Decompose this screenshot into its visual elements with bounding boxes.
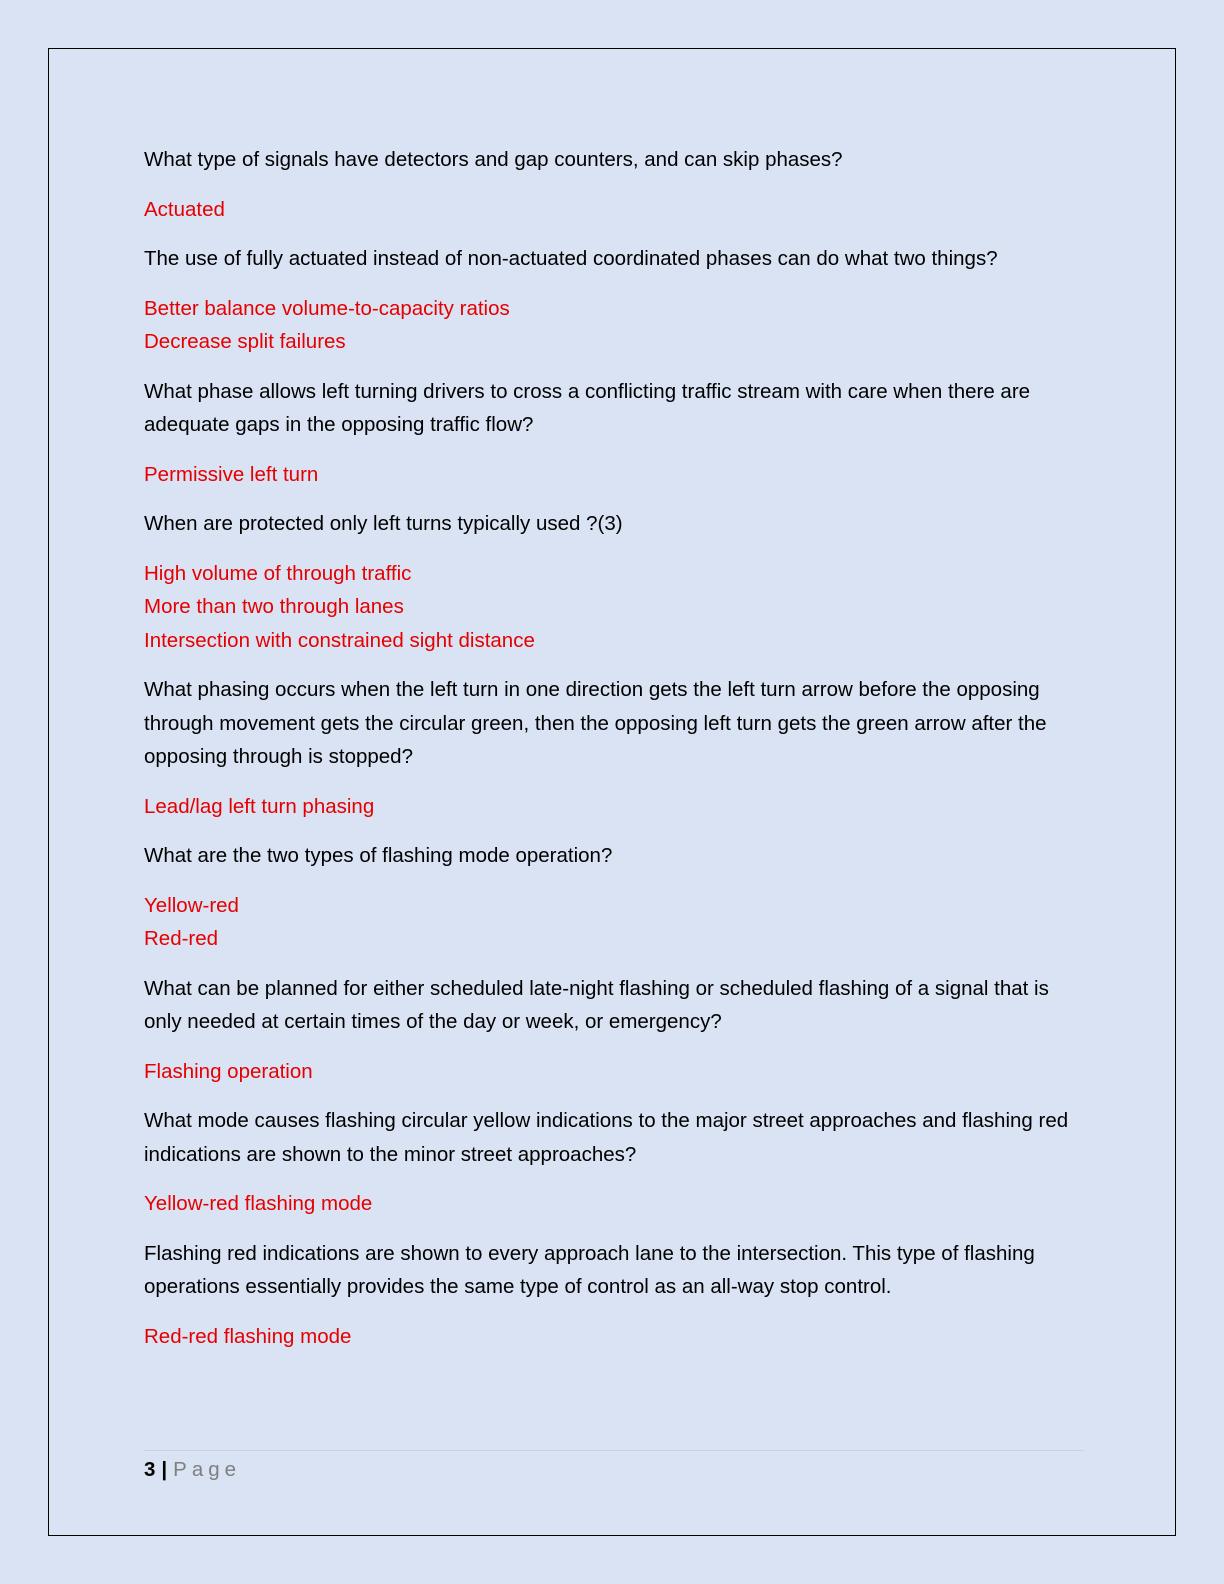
footer-divider bbox=[144, 1450, 1084, 1451]
answer-text: Permissive left turn bbox=[144, 462, 319, 486]
question-text: Flashing red indications are shown to every approach lane to the intersection. This type of flashing operations essentially provides the same type of control as an all-way stop control. bbox=[144, 1241, 1035, 1298]
answer-text: Flashing operation bbox=[144, 1059, 313, 1083]
footer-separator: | bbox=[161, 1458, 168, 1481]
answer-block bbox=[144, 1055, 1084, 1089]
answer-text: Better balance volume-to-capacity ratios bbox=[144, 296, 510, 320]
answer-block bbox=[144, 458, 1084, 492]
question-text: When are protected only left turns typically used ?(3) bbox=[144, 512, 623, 535]
answer-text: Yellow-red flashing mode bbox=[144, 1192, 373, 1215]
page-number: 3 bbox=[144, 1458, 156, 1481]
answer-text: Actuated bbox=[144, 197, 225, 221]
answer-block bbox=[144, 1187, 1084, 1221]
answer-text: Lead/lag left turn phasing bbox=[144, 794, 375, 818]
document-body bbox=[144, 143, 1084, 1369]
page-footer bbox=[144, 1456, 241, 1484]
answer-block bbox=[144, 193, 1084, 227]
answer-block bbox=[144, 557, 1084, 658]
answer-block bbox=[144, 790, 1084, 824]
answer-text: Red-red flashing mode bbox=[144, 1324, 352, 1348]
answer-text: Red-red bbox=[144, 927, 219, 950]
answer-block bbox=[144, 1320, 1084, 1354]
question-text: What phasing occurs when the left turn in one direction gets the left turn arrow before the opposing through movement gets the circular green, then the opposing left turn gets the green arrow after the opposing through is stopped? bbox=[144, 678, 1047, 768]
question-text: What can be planned for either scheduled late-night flashing or scheduled flashing of a signal that is only needed at certain times of the day or week, or emergency? bbox=[144, 976, 1049, 1033]
question-text: What are the two types of flashing mode operation? bbox=[144, 844, 613, 867]
question-text: What phase allows left turning drivers to cross a conflicting traffic stream with care when there are adequate gaps in the opposing traffic flow? bbox=[144, 379, 1031, 436]
answer-text: High volume of through traffic bbox=[144, 561, 412, 585]
answer-text: Decrease split failures bbox=[144, 330, 346, 353]
answer-text: More than two through lanes bbox=[144, 595, 404, 618]
question-text: What type of signals have detectors and gap counters, and can skip phases? bbox=[144, 148, 843, 171]
answer-text: Intersection with constrained sight distance bbox=[144, 628, 535, 652]
answer-block bbox=[144, 889, 1084, 956]
answer-text: Yellow-red bbox=[144, 893, 239, 917]
question-text: The use of fully actuated instead of non-actuated coordinated phases can do what two things? bbox=[144, 247, 998, 270]
page-label: Page bbox=[173, 1458, 242, 1481]
answer-block bbox=[144, 292, 1084, 359]
question-text: What mode causes flashing circular yellow indications to the major street approaches and flashing red indications are shown to the minor street approaches? bbox=[144, 1109, 1069, 1166]
